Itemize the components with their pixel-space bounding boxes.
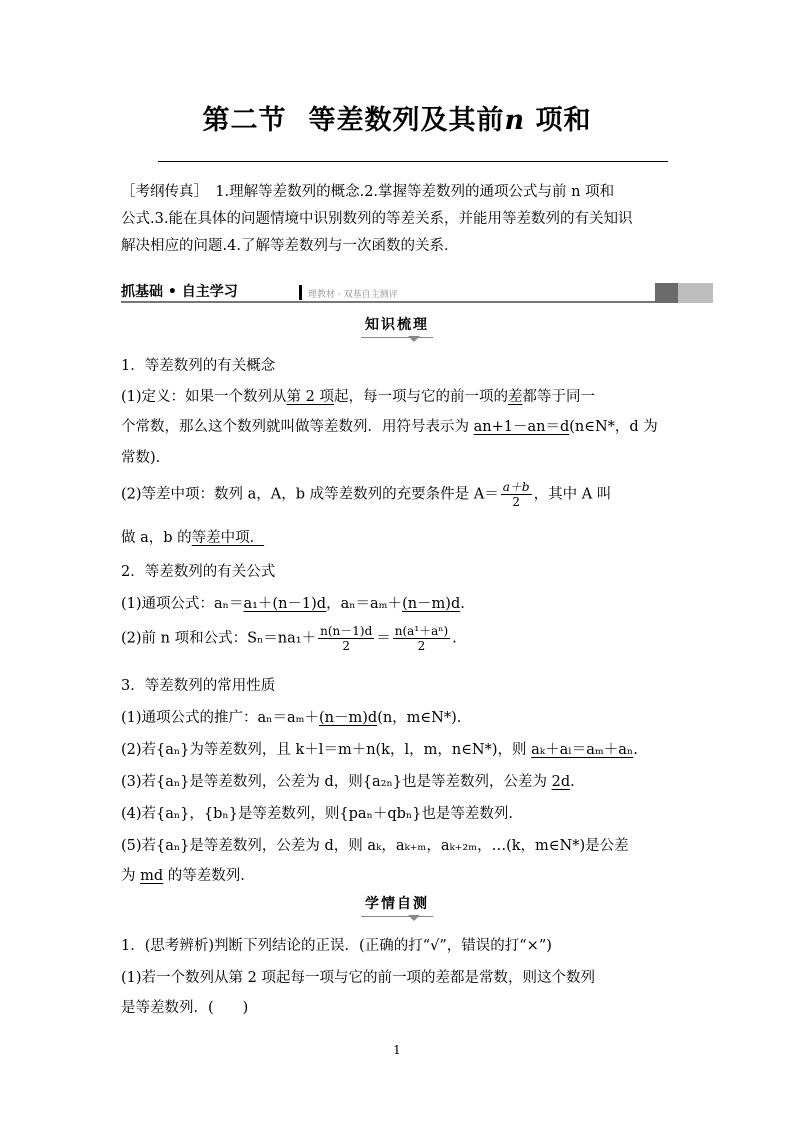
answer-blank: 差: [508, 389, 523, 405]
fraction: $\frac{\text{n(a¹＋aⁿ)}}{2}$: [394, 624, 449, 653]
band-label: 抓基础 • 自主学习: [121, 284, 238, 300]
band-block-light: [678, 283, 713, 303]
answer-blank: 等差中项．: [191, 530, 265, 546]
answer-blank: a₁＋(n－1)d: [243, 596, 327, 612]
title-end: 项和: [535, 105, 592, 136]
title-section: 第二节: [202, 105, 287, 136]
knowledge-badge-label: 知识梳理: [361, 314, 433, 338]
fraction: $\frac{n(n-1)d}{2}$: [320, 624, 373, 653]
knowledge-badge-arrow-icon: [408, 336, 420, 342]
selftest-badge: [0, 893, 794, 917]
answer-blank: 2d: [551, 774, 571, 790]
band-subtitle: 理教材 · 双基自主测评: [308, 290, 398, 300]
answer-blank: md: [140, 868, 164, 884]
title-variable: n: [504, 105, 526, 136]
answer-blank: (n－m)d: [319, 710, 378, 726]
s2-formula-1: (1)通项公式：aₙ＝a₁＋(n－1)d，aₙ＝aₘ＋(n－m)d.: [121, 596, 465, 612]
s3-property-2: (2)若{aₙ}为等差数列，且 k＋l＝m＋n(k，l，m，n∈N*)，则 aₖ＋aₗ＝aₘ＋aₙ.: [121, 742, 638, 758]
s3-heading: 3．等差数列的常用性质: [121, 678, 276, 694]
q1-item-1-line-1: (1)若一个数列从第 2 项起每一项与它的前一项的差都是常数，则这个数列: [121, 970, 595, 986]
s2-heading: 2．等差数列的有关公式: [121, 564, 276, 580]
s3-property-4: (4)若{aₙ}，{bₙ}是等差数列，则{paₙ＋qbₙ}也是等差数列.: [121, 806, 514, 822]
selftest-badge-arrow-icon: [408, 915, 420, 921]
s3-property-1: (1)通项公式的推广：aₙ＝aₘ＋(n－m)d(n，m∈N*).: [121, 710, 462, 726]
section-band: [121, 282, 713, 303]
answer-blank: aₖ＋aₗ＝aₘ＋aₙ: [531, 742, 634, 758]
selftest-badge-label: 学情自测: [361, 893, 433, 917]
s3-property-5-line-1: (5)若{aₙ}是等差数列，公差为 d，则 aₖ，aₖ₊ₘ，aₖ₊₂ₘ，…(k，m∈N*)是公差: [121, 838, 629, 854]
answer-blank: an+1－an＝d: [473, 419, 570, 435]
s1-mean-line-2: 做 a，b 的等差中项．: [121, 530, 265, 546]
s2-formula-2: (2)前 n 项和公式：Sₙ＝na₁＋ $\frac{n(n-1)d}{2}$ ＝ $\frac{\text{n(a¹＋aⁿ)}}{2}$ .: [121, 624, 457, 653]
q1-stem: 1．(思考辨析)判断下列结论的正误．(正确的打“√”，错误的打“×”): [121, 938, 552, 954]
s1-heading: 1．等差数列的有关概念: [121, 358, 276, 374]
syllabus-line-3: 解决相应的问题.4.了解等差数列与一次函数的关系．: [121, 238, 459, 254]
s3-property-5-line-2: 为 md 的等差数列.: [121, 868, 245, 884]
answer-blank: 第 2 项: [286, 389, 334, 405]
band-separator: [299, 285, 302, 300]
s1-definition-line-1: (1)定义：如果一个数列从第 2 项起，每一项与它的前一项的差都等于同一: [121, 389, 595, 405]
s1-mean-line-1: (2)等差中项：数列 a，A，b 成等差数列的充要条件是 A＝ $\frac{a+b}{2}$ ，其中 A 叫: [121, 480, 612, 509]
fraction: $\frac{a+b}{2}$: [502, 480, 530, 509]
title-divider: [158, 161, 668, 162]
q1-item-1-line-2: 是等差数列．( ): [121, 1000, 249, 1016]
page-title: [0, 98, 794, 137]
s1-definition-line-3: 常数).: [121, 450, 161, 466]
band-block-dark: [655, 283, 678, 303]
page-number: 1: [393, 1043, 401, 1057]
s1-definition-line-2: 个常数，那么这个数列就叫做等差数列．用符号表示为 an+1－an＝d(n∈N*，d 为: [121, 419, 658, 435]
knowledge-badge: [0, 314, 794, 338]
s3-property-3: (3)若{aₙ}是等差数列，公差为 d，则{a₂ₙ}也是等差数列，公差为 2d.: [121, 774, 575, 790]
title-main: 等差数列及其前: [308, 105, 505, 136]
answer-blank: (n－m)d: [402, 596, 461, 612]
band-rule: [121, 301, 655, 303]
syllabus-line-1: ［考纲传真］ 1.理解等差数列的概念.2.掌握等差数列的通项公式与前 n 项和: [121, 184, 615, 200]
syllabus-line-2: 公式.3.能在具体的问题情境中识别数列的等差关系，并能用等差数列的有关知识: [121, 211, 633, 227]
